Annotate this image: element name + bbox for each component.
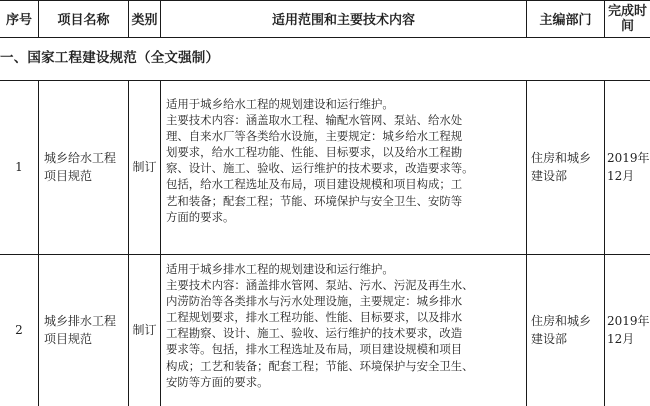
row-2-content: 适用于城乡排水工程的规划建设和运行维护。 主要技术内容：涵盖排水管网、泵站、污水、污泥及再生水、 内涝防治等各类排水与污水处理设施，主要规定：城乡排水 工程规划要求，排水工程功能、性能、目标要求，以及排水 工程勘察、设计、施工、验收、运行维护的技术要求，改造 要求等。包括，排水工程选址及布局，项目建设规模和项目 构成；工艺和装备；配套工程；节能、环境保护与安全卫生、 安防等方面的要求。 (166, 262, 474, 389)
header-completion-time: 完成时 间 (607, 3, 647, 34)
row-2-category: 制订 (132, 322, 157, 337)
header-project-name: 项目名称 (57, 13, 110, 28)
section-title: 一、国家工程建设规范（全文强制） (0, 50, 220, 66)
header-bottom-border (0, 37, 650, 38)
row-2-completion: 2019年 12月 (607, 314, 650, 346)
row-1-project-name: 城乡给水工程 项目规范 (44, 151, 117, 183)
row-2-editor-dept: 住房和城乡 建设部 (531, 314, 592, 346)
col-divider-5-body (604, 80, 605, 406)
row-1-seq: 1 (15, 159, 23, 174)
header-editor-dept: 主编部门 (539, 13, 592, 28)
header-seq: 序号 (5, 13, 32, 28)
row-1-completion: 2019年 12月 (607, 151, 650, 183)
header-content: 适用范围和主要技术内容 (271, 13, 415, 28)
col-divider-4-body (526, 80, 527, 406)
row-1-content: 适用于城乡给水工程的规划建设和运行维护。 主要技术内容：涵盖取水工程、输配水管网、泵站、给水处 理、自来水厂等各类给水设施，主要规定：城乡给水工程规 划要求，给水工程功能、性能、目标要求，以及给水工程勘 察、设计、施工、验收、运行维护的技术要求，改造要求等。 包括，给水工程选址及布局，项目建设规模和项目构成；工 艺和装备；配套工程；节能、环境保护与安全卫生、安防等 方面的要求。 (166, 97, 474, 224)
row-2-seq: 2 (15, 322, 23, 337)
header-category: 类别 (131, 13, 158, 28)
col-divider-1-body (38, 80, 39, 406)
row-1-category: 制订 (132, 159, 157, 174)
row-2-project-name: 城乡排水工程 项目规范 (44, 314, 117, 346)
row-1-editor-dept: 住房和城乡 建设部 (531, 151, 592, 183)
col-divider-3-body (160, 80, 161, 406)
